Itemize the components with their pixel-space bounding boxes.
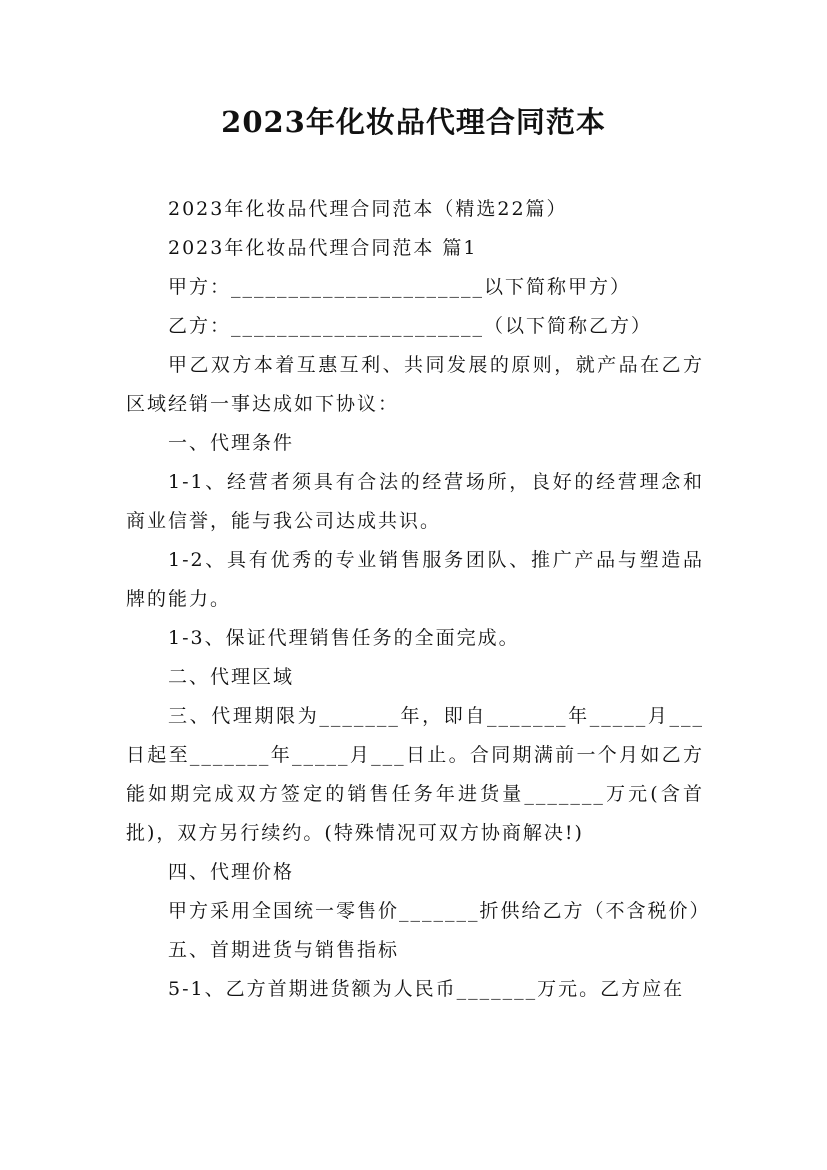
paragraph-subtitle: 2023年化妆品代理合同范本（精选22篇）	[168, 198, 568, 220]
paragraph-clause-1-3: 1-3、保证代理销售任务的全面完成。	[168, 627, 520, 649]
document-body	[126, 190, 711, 1009]
paragraph-heading-5: 五、首期进货与销售指标	[168, 939, 400, 961]
paragraph-clause-4: 甲方采用全国统一零售价_______折供给乙方（不含税价）	[168, 900, 711, 922]
paragraph-clause-1-1: 1-1、经营者须具有合法的经营场所，良好的经营理念和商业信誉，能与我公司达成共识。	[126, 471, 704, 532]
paragraph-clause-5-1: 5-1、乙方首期进货额为人民币_______万元。乙方应在	[168, 978, 685, 1000]
paragraph-heading-2: 二、代理区域	[168, 666, 295, 688]
paragraph-clause-1-2: 1-2、具有优秀的专业销售服务团队、推广产品与塑造品牌的能力。	[126, 549, 704, 610]
paragraph-preamble: 甲乙双方本着互惠互利、共同发展的原则，就产品在乙方区域经销一事达成如下协议：	[126, 354, 704, 415]
paragraph-heading-4: 四、代理价格	[168, 861, 295, 883]
paragraph-heading-1: 一、代理条件	[168, 432, 295, 454]
paragraph-section-heading: 2023年化妆品代理合同范本 篇1	[168, 237, 478, 259]
paragraph-party-a: 甲方：______________________以下简称甲方）	[168, 276, 632, 298]
paragraph-party-b: 乙方：______________________（以下简称乙方）	[168, 315, 653, 337]
document-title: 2023年化妆品代理合同范本	[221, 105, 606, 139]
paragraph-clause-3: 三、代理期限为_______年，即自_______年_____月___日起至_______年_____月___日止。合同期满前一个月如乙方能如期完成双方签定的销售任务年进货量_______万元(含首批)，双方另行续约。(特殊情况可双方协商解决!)	[126, 705, 704, 844]
